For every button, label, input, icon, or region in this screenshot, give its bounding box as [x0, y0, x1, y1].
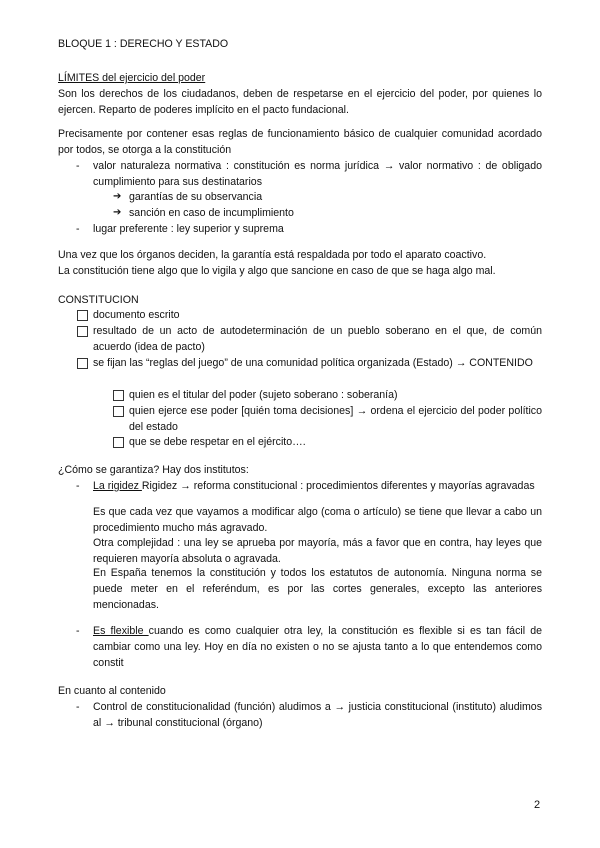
- rigidez-definition: Rigidez → reforma constitucional : procedimientos diferentes y mayorías agravadas: [141, 480, 535, 492]
- page-number: 2: [534, 799, 541, 811]
- bullet-lugar-preferente: lugar preferente : ley superior y suprema: [93, 223, 284, 235]
- checkbox-icon: [113, 406, 124, 417]
- page-title: BLOQUE 1 : DERECHO Y ESTADO: [58, 38, 229, 50]
- limites-paragraph-3-line-1: Una vez que los órganos deciden, la garantía está respaldada por todo el aparato coactivo.: [58, 249, 487, 261]
- limites-paragraph-1: Son los derechos de los ciudadanos, deben de respetarse en el ejercicio del poder, por quienes lo ejercen. Reparto de poderes implícito en el pacto fundacional.: [58, 88, 542, 116]
- limites-paragraph-3-line-2: La constitución tiene algo que lo vigila y algo que sancione en caso de que se haga algo mal.: [58, 265, 496, 277]
- bullet-dash: -: [76, 625, 80, 637]
- checkbox-icon: [113, 437, 124, 448]
- bullet-dash: -: [76, 223, 80, 235]
- checkbox-icon: [77, 358, 88, 369]
- flexible-paragraph: [93, 623, 542, 671]
- limites-paragraph-2: Precisamente por contener esas reglas de funcionamiento básico de cualquier comunidad acordado por todos, se otorga a la constitución: [58, 128, 542, 156]
- limites-heading: LÍMITES del ejercicio del poder: [58, 72, 206, 84]
- flexible-text: cuando es como cualquier otra ley, la constitución es flexible si es tan fácil de cambiar como una ley. Hoy en día no existen o no se ajusta tanto a lo que entendemos como constit: [93, 625, 542, 669]
- rigidez-paragraph-1: Es que cada vez que vayamos a modificar algo (coma o artículo) se tiene que llevar a cabo un procedimiento mucho más agravado.: [93, 506, 542, 534]
- checkbox-icon: [77, 326, 88, 337]
- flexible-label: Es flexible: [93, 625, 149, 637]
- bullet-valor-normativo: valor naturaleza normativa : constitución es norma jurídica → valor normativo : de obligado cumplimiento para sus destinatarios: [93, 160, 542, 188]
- constitucion-item-1: documento escrito: [93, 309, 180, 321]
- rigidez-paragraph-2: Otra complejidad : una ley se aprueba por mayoría, más a favor que en contra, hay leyes que requieren mayoría absoluta o agravada.: [93, 537, 542, 565]
- constitucion-item-2: resultado de un acto de autodeterminación de un pueblo soberano en el que, de común acuerdo (idea de pacto): [93, 325, 542, 353]
- arrow-bullet: ➔: [113, 191, 122, 202]
- constitucion-subitem-2: quien ejerce ese poder [quién toma decisiones] → ordena el ejercicio del poder político del estado: [129, 405, 542, 433]
- bullet-dash: -: [76, 480, 80, 492]
- rigidez-paragraph-3: En España tenemos la constitución y todos los estatutos de autonomía. Ninguna norma se puede meter en el referéndum, es por las cortes generales, excepto las anteriores mencionadas.: [93, 567, 542, 611]
- checkbox-icon: [77, 310, 88, 321]
- constitucion-subitem-1: quien es el titular del poder (sujeto soberano : soberanía): [129, 389, 398, 401]
- bullet-dash: -: [76, 701, 80, 713]
- constitucion-item-3: se fijan las “reglas del juego” de una comunidad política organizada (Estado) → CONTENIDO: [93, 357, 533, 369]
- garantiza-question: ¿Cómo se garantiza? Hay dos institutos:: [58, 464, 249, 476]
- constitucion-subitem-3: que se debe respetar en el ejército….: [129, 436, 306, 448]
- arrow-bullet: ➔: [113, 207, 122, 218]
- rigidez-line: [93, 478, 542, 494]
- sub-bullet-sancion: sanción en caso de incumplimiento: [129, 207, 294, 219]
- sub-bullet-garantias: garantías de su observancia: [129, 191, 263, 203]
- bullet-dash: -: [76, 160, 80, 172]
- contenido-bullet: Control de constitucionalidad (función) aludimos a → justicia constitucional (instituto) aludimos al → tribunal constitucional (órgano): [93, 701, 542, 729]
- rigidez-label: La rigidez: [93, 480, 142, 492]
- contenido-heading: En cuanto al contenido: [58, 685, 166, 697]
- constitucion-heading: CONSTITUCION: [58, 294, 139, 306]
- checkbox-icon: [113, 390, 124, 401]
